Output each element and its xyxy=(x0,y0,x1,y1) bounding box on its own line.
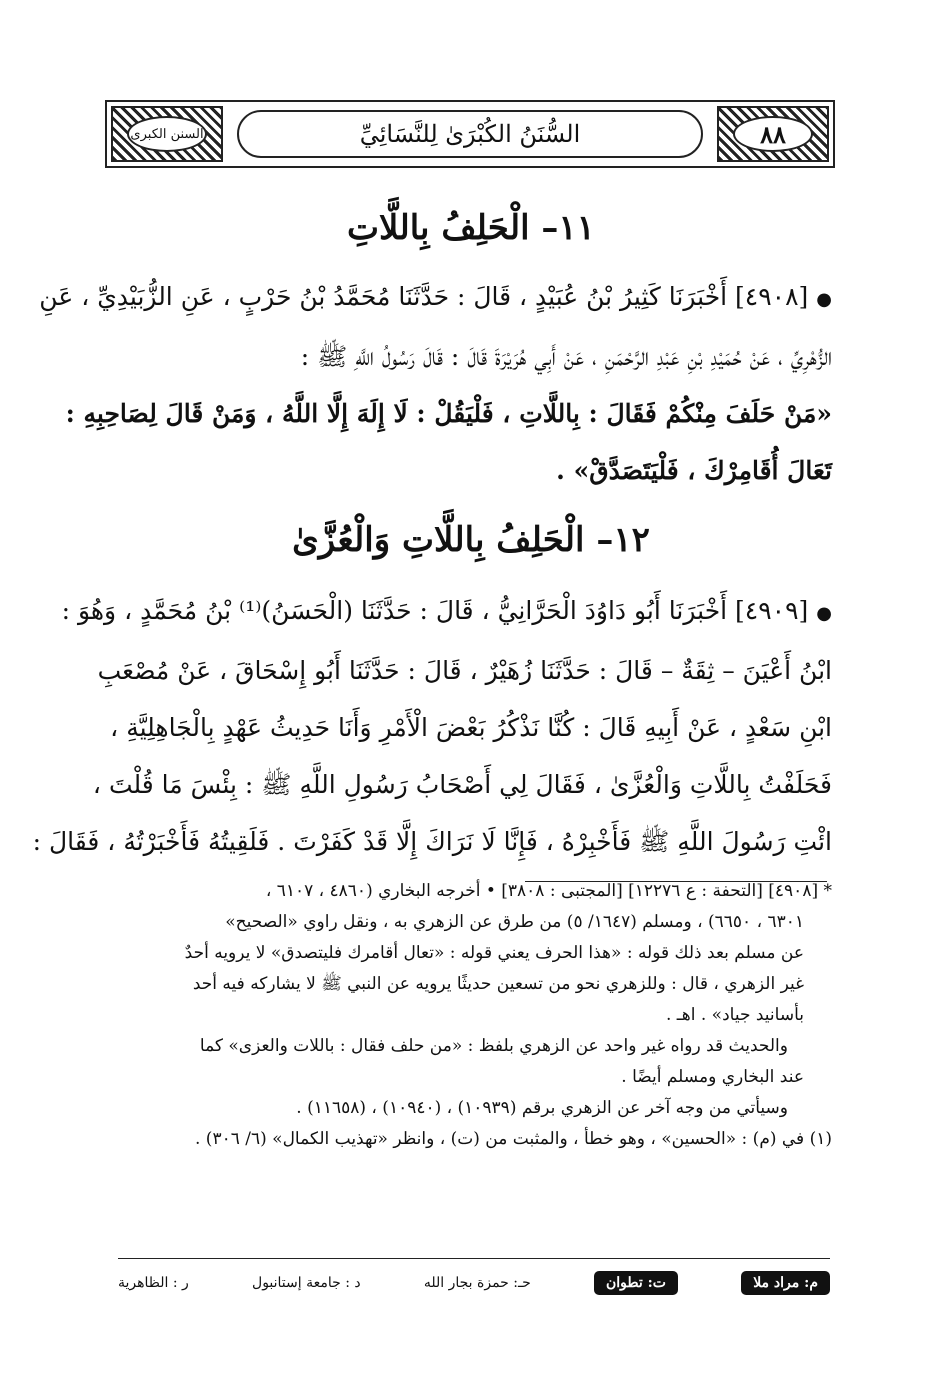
manuscript-legend xyxy=(118,1268,830,1298)
footer-divider xyxy=(118,1258,830,1259)
hadith-4908-line-4: تَعَالَ أُقَامِرْكَ ، فَلْيَتَصَدَّقْ» . xyxy=(556,456,832,485)
bullet-icon: ● xyxy=(816,603,832,624)
note-line-3: عن مسلم بعد ذلك قوله : «هذا الحرف يعني قوله : «تعال أقامرك فليتصدق» لا يرويه أحدٌ xyxy=(184,943,804,963)
hadith-4909-line-5: ائْتِ رَسُولَ اللَّهِ ﷺ فَأَخْبِرْهُ ، فَإِنَّا لَا نَرَاكَ إِلَّا قَدْ كَفَرْتَ . فَلَقِيتُهُ فَأَخْبَرْتُهُ ، فَقَالَ : xyxy=(32,827,832,856)
legend-t-tag: ت: تطوان xyxy=(594,1271,678,1295)
hadith-4909-line-3: ابْنِ سَعْدٍ ، عَنْ أَبِيهِ قَالَ : كُنَّا نَذْكُرُ بَعْضَ الْأَمْرِ وَأَنَا حَدِيثُ عَهْدٍ بِالْجَاهِلِيَّةِ ، xyxy=(110,713,832,742)
chapter-title-12: ١٢– الْحَلِفُ بِاللَّاتِ وَالْعُزَّىٰ xyxy=(292,520,650,560)
legend-m-tag: م: مراد ملا xyxy=(741,1271,830,1295)
legend-h: حـ: حمزة بجار الله xyxy=(423,1275,531,1291)
hadith-4909-line-2: ابْنُ أَعْيَنَ – ثِقَةٌ – قَالَ : حَدَّثَنَا زُهَيْرٌ ، قَالَ : حَدَّثَنَا أَبُو إِسْحَاقَ ، عَنْ مُصْعَبِ xyxy=(97,656,832,685)
hadith-4908-line-2: الزُّهْرِيِّ ، عَنْ حُمَيْدِ بْنِ عَبْدِ الرَّحْمَنِ ، عَنْ أَبِي هُرَيْرَةَ قَالَ : قَالَ رَسُولُ اللَّهِ ﷺ : xyxy=(300,342,832,371)
note-line-5: بأسانيد جياد» . اهـ . xyxy=(665,1005,804,1025)
legend-r: ر : الظاهرية xyxy=(118,1275,189,1291)
hadith-4909-line-4: فَحَلَفْتُ بِاللَّاتِ وَالْعُزَّىٰ ، فَقَالَ لِي أَصْحَابُ رَسُولِ اللَّهِ ﷺ : بِئْسَ مَا قُلْتَ ، xyxy=(92,770,832,799)
page-header xyxy=(105,100,835,168)
ornament-page-number xyxy=(717,106,829,162)
footnotes xyxy=(112,876,832,1155)
note-line-9: (١) في (م) : «الحسين» ، وهو خطأ ، والمثبت من (ت) ، وانظر «تهذيب الكمال» (٦/ ٣٠٦) . xyxy=(195,1129,832,1149)
hadith-4909 xyxy=(32,582,832,870)
ornament-emblem-left xyxy=(111,106,223,162)
note-line-1: * [٤٩٠٨] [التحفة : ع ١٢٢٧٦] [المجتبى : ٣٨٠٨] • أخرجه البخاري (٤٨٦٠ ، ٦١٠٧ ، xyxy=(265,881,832,901)
page-number: ٨٨ xyxy=(760,119,786,149)
book-title: السُّنَنُ الكُبْرَىٰ لِلنَّسَائِيِّ xyxy=(359,120,581,148)
hadith-4909-line-1: [٤٩٠٩] أَخْبَرَنَا أَبُو دَاوُدَ الْحَرَّانِيُّ ، قَالَ : حَدَّثَنَا (الْحَسَنُ)⁽¹⁾ بْنُ مُحَمَّدٍ ، وَهُوَ : xyxy=(61,596,809,625)
note-line-6: والحديث قد رواه غير واحد عن الزهري بلفظ : «من حلف فقال : باللات والعزى» كما xyxy=(199,1036,788,1056)
note-line-7: عند البخاري ومسلم أيضًا . xyxy=(621,1067,804,1087)
hadith-4908-line-1: [٤٩٠٨] أَخْبَرَنَا كَثِيرُ بْنُ عُبَيْدٍ ، قَالَ : حَدَّثَنَا مُحَمَّدُ بْنُ حَرْبٍ ، عَنِ الزُّبَيْدِيِّ ، عَنِ xyxy=(39,282,809,311)
running-title-frame xyxy=(237,110,703,158)
note-line-4: غير الزهري ، قال : وللزهري نحو من تسعين حديثًا يرويه عن النبي ﷺ لا يشاركه فيه أحد xyxy=(192,974,804,994)
note-line-8: وسيأتي من وجه آخر عن الزهري برقم (١٠٩٣٩) ، (١٠٩٤٠) ، (١١٦٥٨) . xyxy=(296,1098,788,1118)
note-line-2: ٦٣٠١ ، ٦٦٥٠) ، ومسلم (١٦٤٧/ ٥) من طرق عن الزهري به ، ونقل راوي «الصحيح» xyxy=(225,912,804,932)
chapter-title-11: ١١– الْحَلِفُ بِاللَّاتِ xyxy=(347,208,595,248)
hadith-4908-line-3: «مَنْ حَلَفَ مِنْكُمْ فَقَالَ : بِاللَّاتِ ، فَلْيَقُلْ : لَا إِلَهَ إِلَّا اللَّهُ ، وَمَنْ قَالَ لِصَاحِبِهِ : xyxy=(65,399,832,428)
legend-d: د : جامعة إستانبول xyxy=(252,1275,361,1291)
emblem-text: السنن الكبرى xyxy=(127,116,207,152)
hadith-4908 xyxy=(39,268,832,499)
bullet-icon: ● xyxy=(816,289,832,310)
